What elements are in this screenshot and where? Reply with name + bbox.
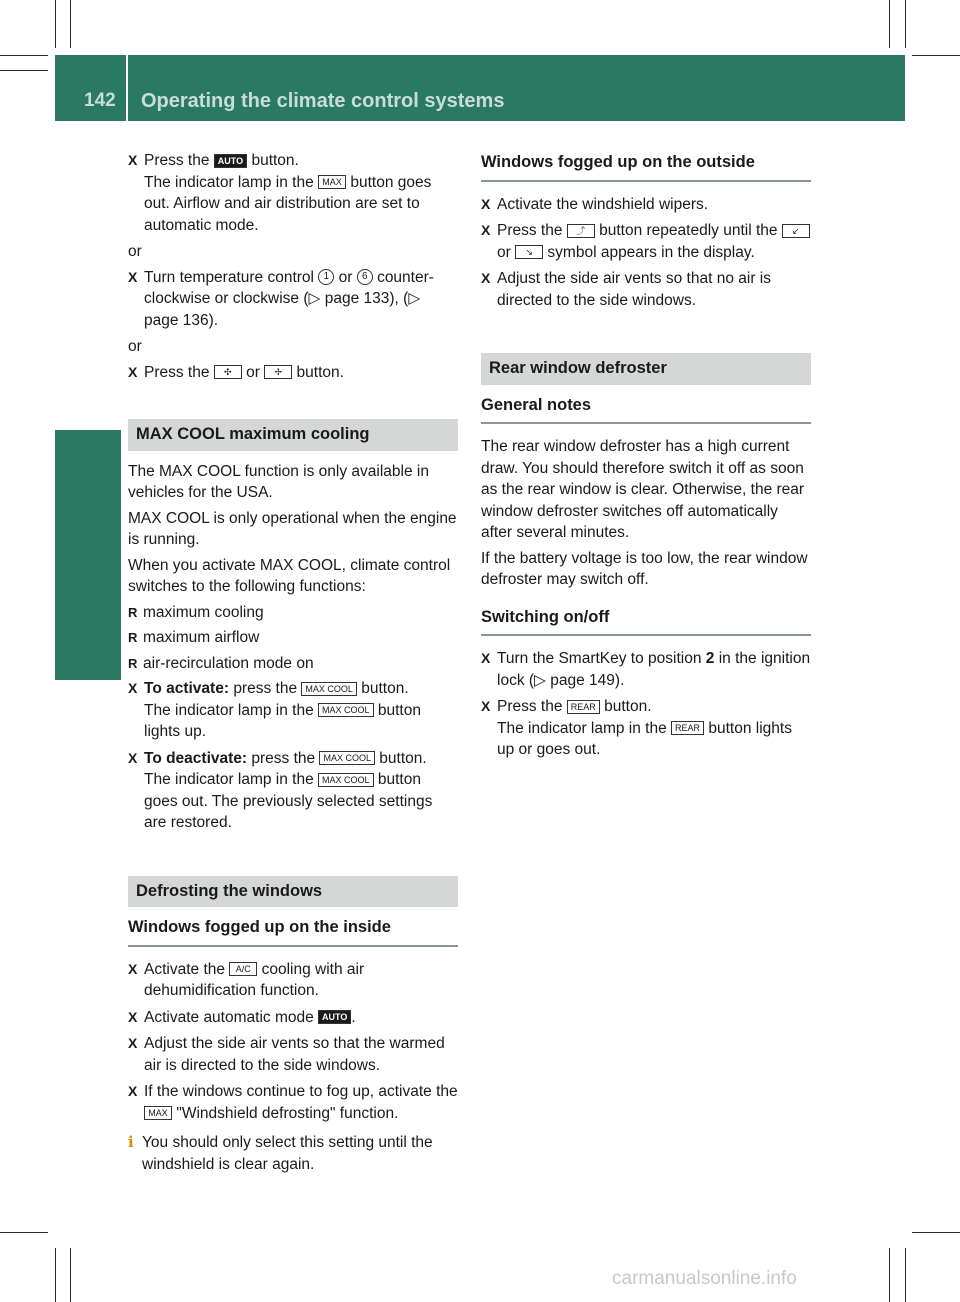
step-activate-auto: X Activate automatic mode AUTO . xyxy=(128,1007,458,1029)
air-distribution-icon: ↙ xyxy=(782,224,810,238)
crop-mark xyxy=(55,0,56,48)
paragraph: When you activate MAX COOL, climate control switches to the following functions: xyxy=(128,556,451,595)
paragraph: If the battery voltage is too low, the rear window defroster may switch off. xyxy=(481,549,808,588)
auto-button-icon: AUTO xyxy=(214,154,247,168)
rear-defrost-icon: REAR xyxy=(567,700,600,714)
list-item: R maximum cooling xyxy=(128,602,458,624)
step-deactivate-max-cool: X To deactivate: press the MAX COOL button. The indicator lamp in the MAX COOL button goes out. The previously selected settings are restored. xyxy=(128,748,458,834)
right-column xyxy=(481,150,811,766)
watermark: carmanualsonline.info xyxy=(612,1268,797,1289)
crop-mark xyxy=(912,1232,960,1233)
crop-mark xyxy=(70,1248,71,1302)
crop-mark xyxy=(905,0,906,48)
section-heading-max-cool: MAX COOL maximum cooling xyxy=(128,419,458,451)
subheading-outside: Windows fogged up on the outside xyxy=(481,152,811,182)
paragraph: The rear window defroster has a high current draw. You should therefore switch it off as soon as the rear window is clear. Otherwise, the rear window defroster switches off automatically after several minutes. xyxy=(481,438,805,541)
header-divider xyxy=(126,55,128,121)
list-item: R air-recirculation mode on xyxy=(128,653,458,675)
fan-decrease-icon: ✢ xyxy=(264,365,292,379)
crop-mark xyxy=(905,1248,906,1302)
or-text: or xyxy=(128,338,142,355)
side-section-label: Climate control xyxy=(71,499,96,660)
section-heading-defrosting: Defrosting the windows xyxy=(128,876,458,908)
crop-mark xyxy=(889,0,890,48)
step-air-distribution: X Press the ⤴ button repeatedly until the ↙ or ↘ symbol appears in the display. xyxy=(481,220,811,263)
crop-mark xyxy=(889,1248,890,1302)
crop-mark xyxy=(70,0,71,48)
ac-button-icon: A/C xyxy=(229,962,257,976)
crop-mark xyxy=(55,1248,56,1302)
step-activate-ac: X Activate the A/C cooling with air dehumidification function. xyxy=(128,959,458,1002)
step-adjust-vents: X Adjust the side air vents so that the warmed air is directed to the side windows. xyxy=(128,1033,458,1076)
paragraph: The MAX COOL function is only available in vehicles for the USA. xyxy=(128,462,429,501)
control-number-icon: 1 xyxy=(318,269,334,285)
subheading-switching: Switching on/off xyxy=(481,607,811,637)
subheading-inside: Windows fogged up on the inside xyxy=(128,917,458,947)
max-cool-button-icon: MAX COOL xyxy=(318,703,374,717)
air-distribution-icon: ↘ xyxy=(515,245,543,259)
auto-button-icon: AUTO xyxy=(318,1010,351,1024)
max-cool-button-icon: MAX COOL xyxy=(318,773,374,787)
step-turn-temperature: X Turn temperature control 1 or 6 counter-clockwise or clockwise (▷ page 133), (▷ page 136). xyxy=(128,267,458,332)
list-item: R maximum airflow xyxy=(128,627,458,649)
step-press-auto: X Press the AUTO button. The indicator lamp in the MAX button goes out. Airflow and air distribution are set to automatic mode. xyxy=(128,150,458,236)
crop-mark xyxy=(912,55,960,56)
info-note: i You should only select this setting until the windshield is clear again. xyxy=(128,1133,433,1173)
page-title: Operating the climate control systems xyxy=(141,90,505,112)
or-text: or xyxy=(128,243,142,260)
max-cool-button-icon: MAX COOL xyxy=(319,751,375,765)
step-activate-max-cool: X To activate: press the MAX COOL button. The indicator lamp in the MAX COOL button lights up. xyxy=(128,678,458,743)
windshield-defrost-icon: MAX xyxy=(144,1106,172,1120)
subheading-general-notes: General notes xyxy=(481,395,811,425)
step-windshield-defrost: X If the windows continue to fog up, activate the MAX "Windshield defrosting" function. xyxy=(128,1081,458,1124)
info-icon: i xyxy=(128,1133,134,1151)
step-activate-wipers: X Activate the windshield wipers. xyxy=(481,194,811,216)
step-press-fan: X Press the ✣ or ✢ button. xyxy=(128,362,458,384)
crop-mark xyxy=(0,70,48,71)
crop-mark xyxy=(0,1232,48,1233)
fan-increase-icon: ✣ xyxy=(214,365,242,379)
step-turn-smartkey: X Turn the SmartKey to position 2 in the ignition lock (▷ page 149). xyxy=(481,648,811,691)
control-number-icon: 6 xyxy=(357,269,373,285)
crop-mark xyxy=(0,55,48,56)
rear-defrost-icon: REAR xyxy=(671,721,704,735)
windshield-defrost-icon: MAX xyxy=(318,175,346,189)
page-number: 142 xyxy=(84,90,116,111)
paragraph: MAX COOL is only operational when the engine is running. xyxy=(128,509,457,548)
max-cool-button-icon: MAX COOL xyxy=(301,682,357,696)
air-distribution-icon: ⤴ xyxy=(567,224,595,238)
section-heading-rear-defroster: Rear window defroster xyxy=(481,353,811,385)
left-column xyxy=(128,150,458,1175)
step-adjust-side-vents: X Adjust the side air vents so that no air is directed to the side windows. xyxy=(481,268,811,311)
step-press-rear: X Press the REAR button. The indicator lamp in the REAR button lights up or goes out. xyxy=(481,696,811,761)
